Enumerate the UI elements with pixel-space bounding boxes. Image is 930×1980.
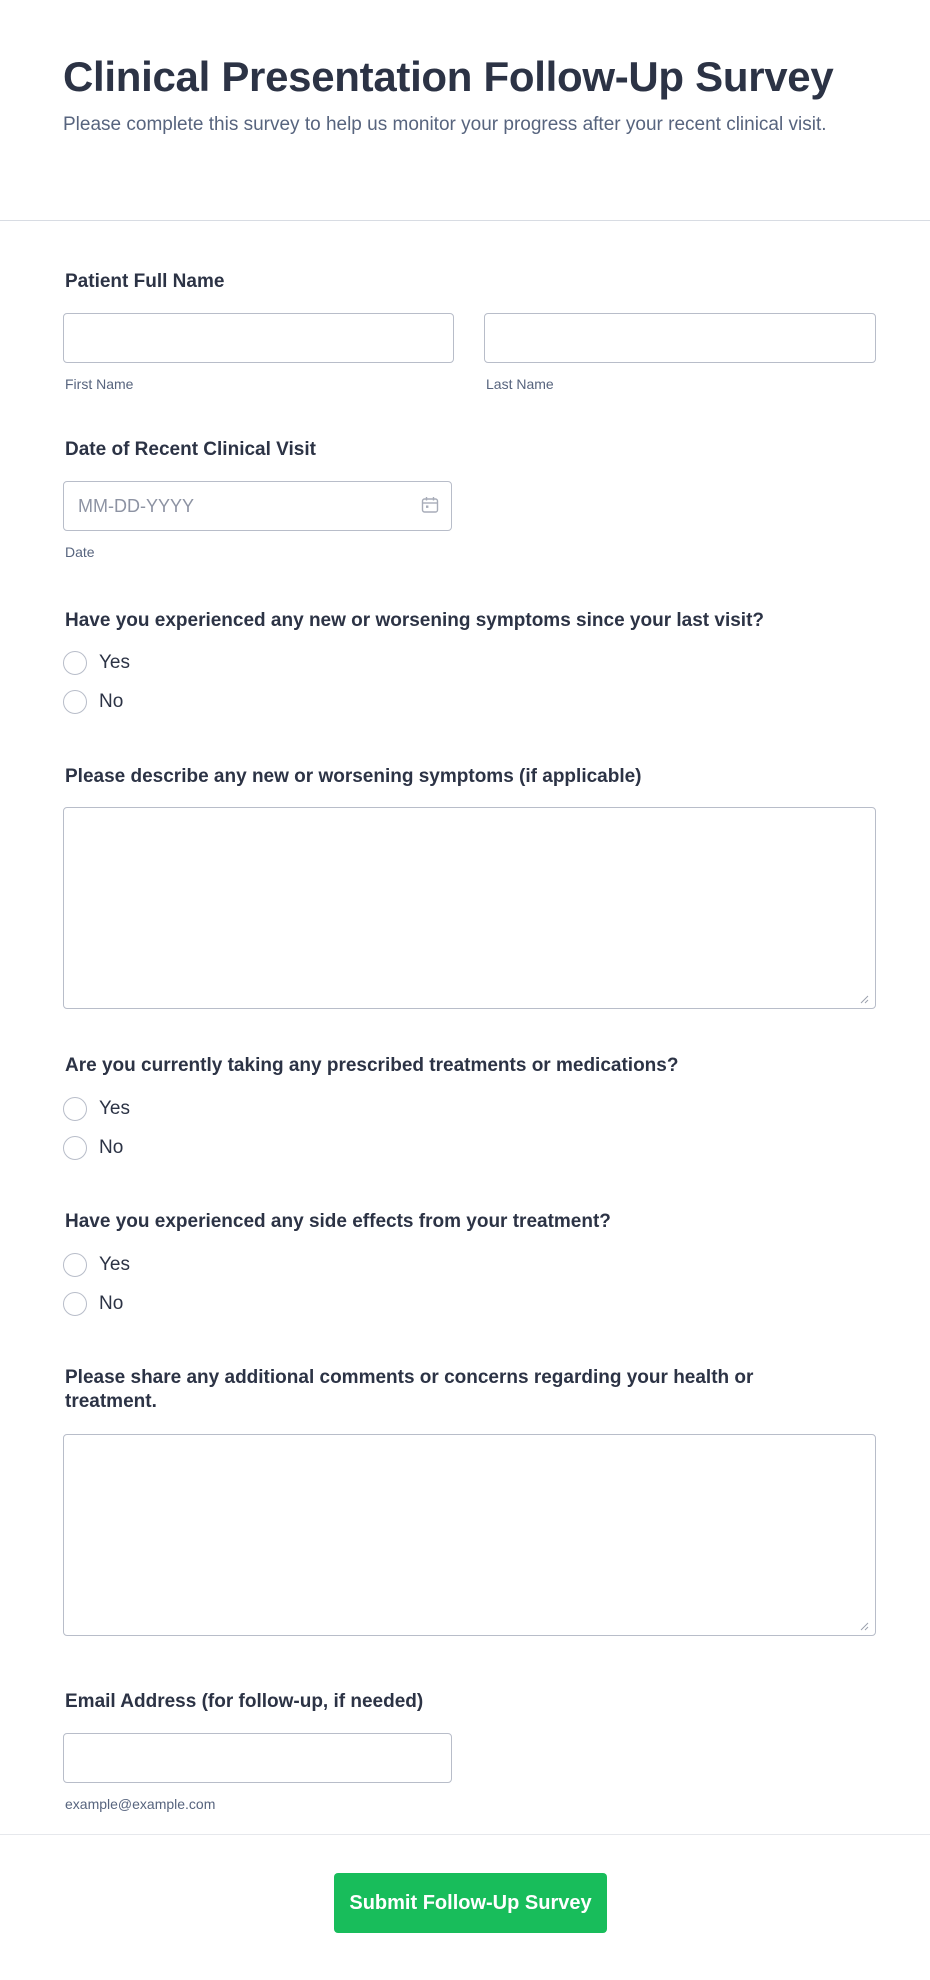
page-subtitle: Please complete this survey to help us monitor your progress after your recent clinical visit. bbox=[63, 114, 827, 135]
resize-grip-icon[interactable] bbox=[859, 994, 869, 1004]
radio-label: Yes bbox=[99, 652, 130, 673]
date-picker bbox=[63, 481, 452, 531]
visit-date-label: Date of Recent Clinical Visit bbox=[65, 439, 316, 460]
radio-circle[interactable] bbox=[63, 1292, 87, 1316]
radio-label: Yes bbox=[99, 1254, 130, 1275]
additional-comments-label-line1: Please share any additional comments or concerns regarding your health or bbox=[65, 1367, 754, 1388]
submit-button[interactable]: Submit Follow-Up Survey bbox=[334, 1873, 607, 1933]
additional-comments-label-line2: treatment. bbox=[65, 1391, 157, 1412]
additional-comments-label bbox=[65, 1366, 753, 1414]
side-effects-option-yes[interactable] bbox=[63, 1252, 130, 1278]
side-effects-option-no[interactable] bbox=[63, 1291, 123, 1317]
first-name-input[interactable] bbox=[63, 313, 454, 363]
additional-comments-textarea[interactable] bbox=[63, 1434, 876, 1636]
radio-circle[interactable] bbox=[63, 1253, 87, 1277]
describe-symptoms-label: Please describe any new or worsening symptoms (if applicable) bbox=[65, 766, 642, 787]
side-effects-label: Have you experienced any side effects from your treatment? bbox=[65, 1211, 611, 1232]
calendar-icon[interactable] bbox=[421, 496, 439, 514]
new-symptoms-option-yes[interactable] bbox=[63, 650, 130, 676]
email-input[interactable] bbox=[63, 1733, 452, 1783]
new-symptoms-label: Have you experienced any new or worsening symptoms since your last visit? bbox=[65, 610, 765, 631]
new-symptoms-option-no[interactable] bbox=[63, 689, 123, 715]
radio-circle[interactable] bbox=[63, 1136, 87, 1160]
full-name-label: Patient Full Name bbox=[65, 271, 225, 292]
radio-label: Yes bbox=[99, 1098, 130, 1119]
resize-grip-icon[interactable] bbox=[859, 1621, 869, 1631]
form-footer bbox=[0, 1834, 930, 1980]
radio-circle[interactable] bbox=[63, 1097, 87, 1121]
last-name-sublabel: Last Name bbox=[486, 376, 554, 392]
email-label: Email Address (for follow-up, if needed) bbox=[65, 1691, 424, 1712]
visit-date-sublabel: Date bbox=[65, 544, 95, 560]
taking-treatments-option-yes[interactable] bbox=[63, 1096, 130, 1122]
radio-label: No bbox=[99, 1293, 124, 1314]
taking-treatments-option-no[interactable] bbox=[63, 1135, 123, 1161]
radio-label: No bbox=[99, 1137, 124, 1158]
taking-treatments-label: Are you currently taking any prescribed treatments or medications? bbox=[65, 1055, 679, 1076]
first-name-sublabel: First Name bbox=[65, 376, 134, 392]
email-sublabel: example@example.com bbox=[65, 1796, 216, 1812]
radio-circle[interactable] bbox=[63, 651, 87, 675]
radio-circle[interactable] bbox=[63, 690, 87, 714]
form-header bbox=[0, 0, 930, 221]
describe-symptoms-textarea[interactable] bbox=[63, 807, 876, 1009]
survey-form bbox=[0, 221, 930, 1833]
last-name-input[interactable] bbox=[484, 313, 876, 363]
page-title: Clinical Presentation Follow-Up Survey bbox=[63, 53, 834, 100]
visit-date-input[interactable] bbox=[63, 481, 452, 531]
radio-label: No bbox=[99, 691, 124, 712]
